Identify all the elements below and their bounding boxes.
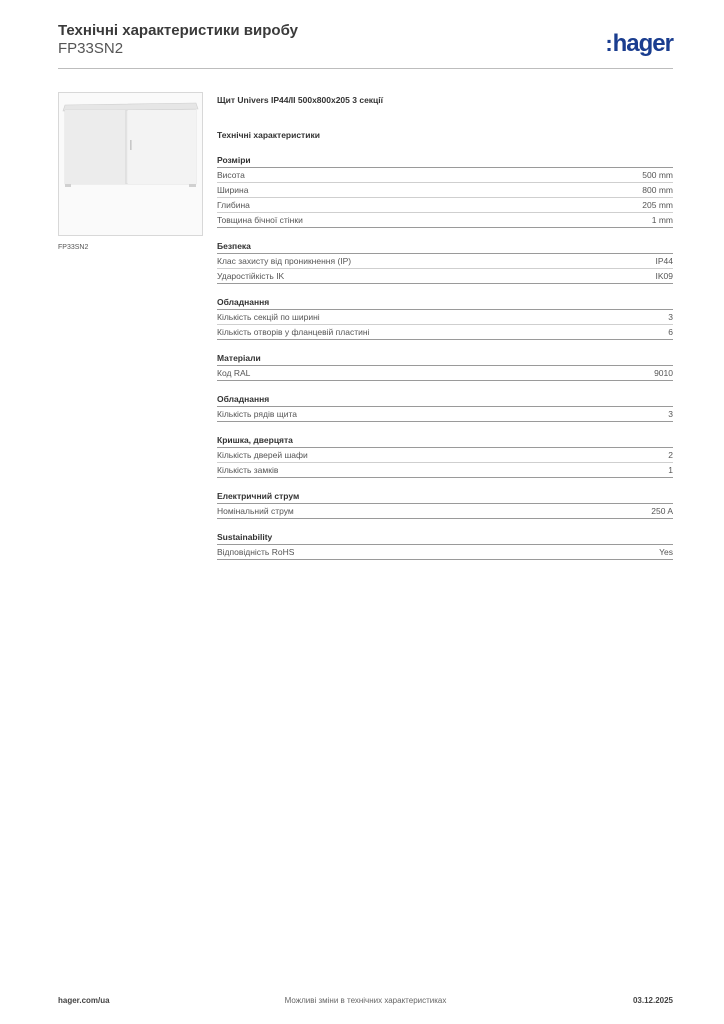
spec-value: Yes (659, 547, 673, 557)
spec-label: Висота (217, 170, 245, 180)
spec-value: 205 mm (642, 200, 673, 210)
spec-label: Код RAL (217, 368, 251, 378)
spec-row (217, 269, 673, 284)
section-rows (217, 504, 673, 519)
section-rows (217, 168, 673, 228)
spec-label: Ширина (217, 185, 249, 195)
header-divider (58, 68, 673, 69)
page-title: Технічні характеристики виробу (58, 22, 298, 39)
spec-label: Клас захисту від проникнення (IP) (217, 256, 352, 266)
spec-label: Товщина бічної стінки (217, 215, 303, 225)
spec-label: Глибина (217, 200, 250, 210)
spec-label: Кількість замків (217, 465, 279, 475)
section-rows (217, 545, 673, 560)
section-title: Безпека (217, 241, 673, 254)
spec-value: 1 mm (651, 215, 673, 225)
spec-label: Кількість дверей шафи (217, 450, 308, 460)
section-title: Електричний струм (217, 491, 673, 504)
section-title: Кришка, дверцята (217, 435, 673, 448)
section-title: Sustainability (217, 532, 673, 545)
footer-date: 03.12.2025 (632, 996, 673, 1005)
cabinet-illustration (59, 93, 202, 235)
footer-website: hager.com/ua (58, 996, 110, 1005)
spec-value: 3 (668, 409, 673, 419)
spec-row (217, 366, 673, 381)
spec-section (217, 532, 673, 560)
page-header (58, 22, 673, 58)
spec-value: 3 (668, 312, 673, 322)
spec-row (217, 463, 673, 478)
spec-sections (217, 155, 673, 560)
spec-value: 9010 (654, 368, 673, 378)
spec-row (217, 198, 673, 213)
spec-content (217, 95, 673, 560)
spec-label: Кількість секцій по ширині (217, 312, 320, 322)
spec-value: 1 (668, 465, 673, 475)
spec-value: 250 A (651, 506, 673, 516)
spec-section (217, 241, 673, 284)
spec-label: Кількість отворів у фланцевій пластині (217, 327, 370, 337)
image-caption: FP33SN2 (58, 244, 89, 251)
section-title: Матеріали (217, 353, 673, 366)
spec-label: Ударостійкість IK (217, 271, 285, 281)
spec-row (217, 254, 673, 269)
product-code: FP33SN2 (58, 40, 124, 57)
spec-row (217, 183, 673, 198)
footer-notice: Можливі зміни в технічних характеристиках (284, 996, 447, 1005)
section-rows (217, 310, 673, 340)
spec-section (217, 353, 673, 381)
section-title: Розміри (217, 155, 673, 168)
product-name: Щит Univers IP44/II 500x800x205 3 секції (217, 95, 384, 105)
spec-row (217, 213, 673, 228)
hager-logo (605, 30, 673, 58)
spec-value: 2 (668, 450, 673, 460)
spec-row (217, 310, 673, 325)
spec-row (217, 545, 673, 560)
spec-label: Номінальний струм (217, 506, 294, 516)
spec-value: IK09 (655, 271, 673, 281)
spec-section (217, 435, 673, 478)
section-title: Обладнання (217, 297, 673, 310)
spec-value: 500 mm (642, 170, 673, 180)
section-rows (217, 407, 673, 422)
spec-label: Відповідність RoHS (217, 547, 295, 557)
spec-value: 6 (668, 327, 673, 337)
section-title: Обладнання (217, 394, 673, 407)
spec-row (217, 325, 673, 340)
logo-text: hager (612, 30, 673, 57)
spec-section (217, 297, 673, 340)
section-rows (217, 448, 673, 478)
logo-dots-icon: : (605, 31, 612, 56)
spec-label: Кількість рядів щита (217, 409, 297, 419)
spec-row (217, 504, 673, 519)
spec-row (217, 168, 673, 183)
spec-value: IP44 (655, 256, 673, 266)
spec-row (217, 407, 673, 422)
spec-row (217, 448, 673, 463)
spec-heading: Технічні характеристики (217, 130, 320, 140)
spec-value: 800 mm (642, 185, 673, 195)
section-rows (217, 254, 673, 284)
spec-section (217, 491, 673, 519)
section-rows (217, 366, 673, 381)
product-image (58, 92, 203, 236)
spec-section (217, 155, 673, 228)
spec-section (217, 394, 673, 422)
